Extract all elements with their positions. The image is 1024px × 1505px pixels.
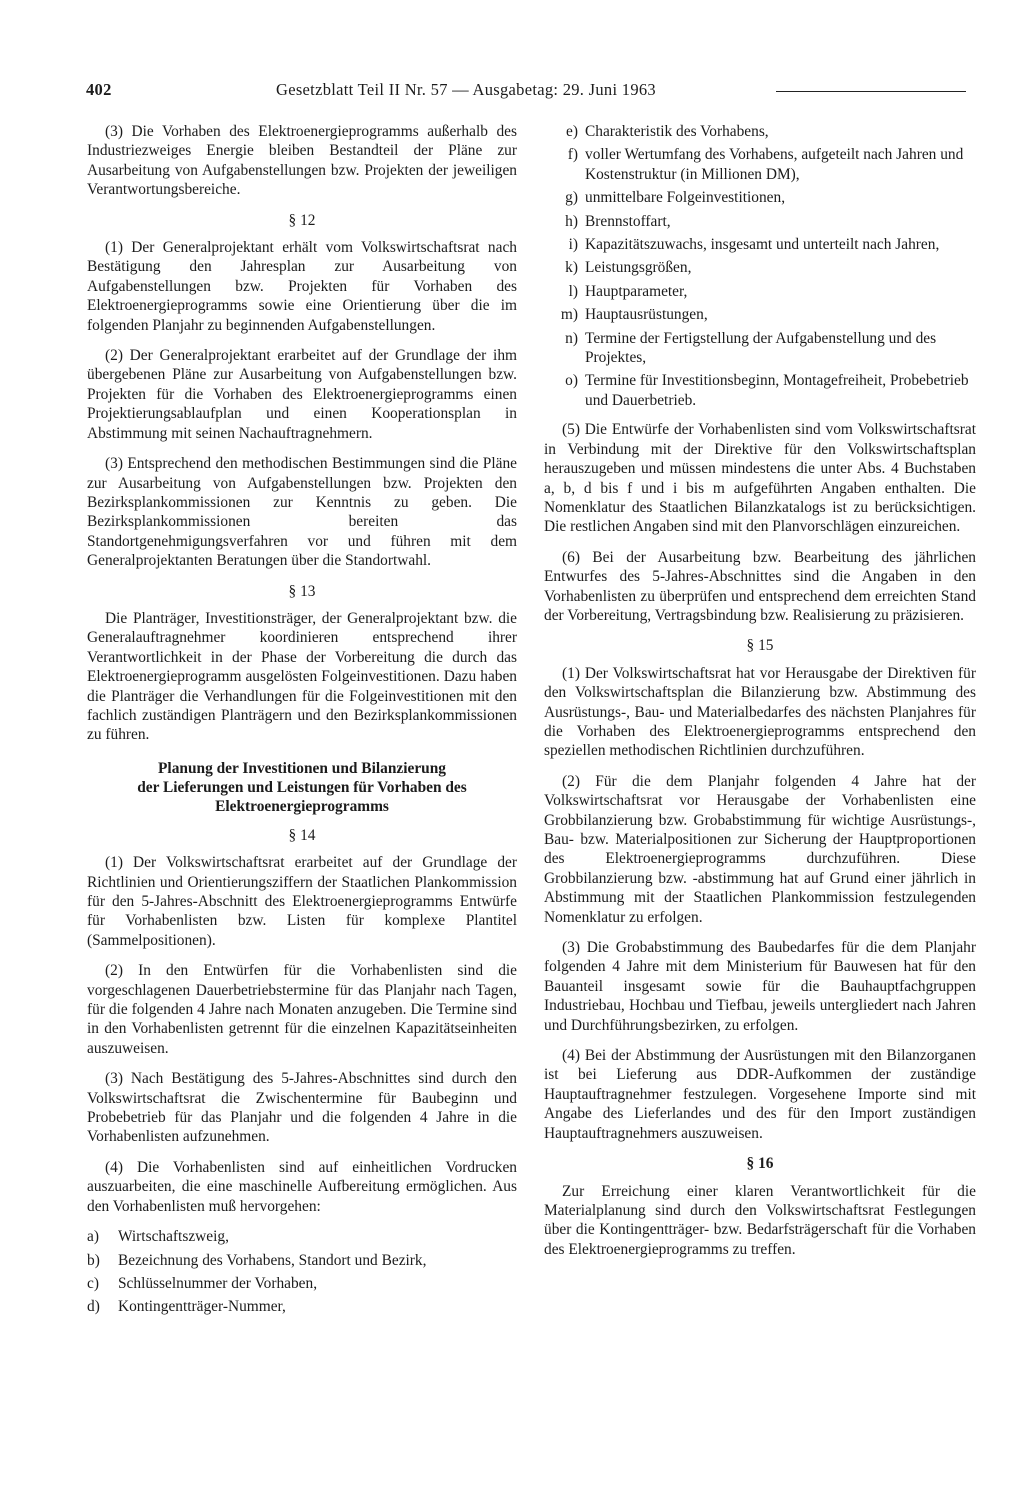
gazette-title: Gesetzblatt Teil II Nr. 57 — Ausgabetag: 29. Juni 1963 <box>276 80 656 99</box>
list-text: Kontingentträger-Nummer, <box>118 1298 286 1316</box>
paragraph: (1) Der Generalprojektant erhält vom Volkswirtschaftsrat nach Bestätigung den Jahresplan zur Ausarbeitung von Aufgabenstellungen bzw. Projekten für Vorhaben des Elektroenergieprogramms sowie eine Orientierung über die im folgenden Planjahr zu beginnenden Aufgabenstellungen. <box>87 239 517 334</box>
chapter-heading-line: Elektroenergieprogramms <box>215 797 389 815</box>
list-item <box>544 122 976 141</box>
list-marker: m) <box>560 306 578 324</box>
paragraph: (4) Die Vorhabenlisten sind auf einheitlichen Vordrucken auszuarbeiten, die eine maschinelle Aufbereitung ermöglichen. Aus den Vorhabenlisten muß hervorgehen: <box>87 1158 517 1215</box>
paragraph: (3) Die Vorhaben des Elektroenergieprogramms außerhalb des Industriezweiges Energie bleiben Bestandteil der Pläne zur Ausarbeitung von Aufgabenstellungen bzw. Projekten der jeweiligen Verantwortungsbereiche. <box>87 123 517 199</box>
list-marker: a) <box>87 1228 99 1246</box>
header-rule <box>776 91 966 92</box>
list-item <box>544 188 976 207</box>
paragraph: Die Planträger, Investitionsträger, der Generalprojektant bzw. die Generalauftragnehmer koordinieren entsprechend ihrer Verantwortlichkeit in der Phase der Vorbereitung die durch das Elektroenergieprogramm ausgelösten Folgeinvestitionen. Dazu haben die Planträger die Verhandlungen für die Folgeinvestitionen mit den fachlich zuständigen Planträgern und den Bezirksplankommissionen zu führen. <box>87 609 517 744</box>
list-text: Schlüsselnummer der Vorhaben, <box>118 1274 318 1292</box>
list-text: Leistungsgrößen, <box>585 259 692 277</box>
paragraph: (3) Die Grobabstimmung des Baubedarfes für die dem Planjahr folgenden 4 Jahre mit dem Ministerium für Bauwesen hat für den Bauanteil insgesamt sowie für die Bauhauptfachgruppen Industriebau, Hochbau und Tiefbau, jeweils untergliedert nach Jahren und Durchführungsbezirken, zu erfolgen. <box>544 939 976 1034</box>
list-text: Brennstoffart, <box>585 212 671 230</box>
list-marker: n) <box>565 329 578 347</box>
list-marker: h) <box>565 212 578 230</box>
paragraph: (4) Bei der Abstimmung der Ausrüstungen mit den Bilanzorganen ist bei Lieferung aus DDR-Aufkommen der zuständige Hauptauftragnehmer festzulegen. Vorgesehene Importe sind mit Angabe des Lieferlandes und des für den Import zuständigen Hauptauftragnehmers auszuweisen. <box>544 1047 976 1142</box>
paragraph: (3) Nach Bestätigung des 5-Jahres-Abschnittes sind durch den Volkswirtschaftsrat die Zwischentermine für Baubeginn und Probebetrieb für das Planjahr und die folgenden 4 Jahre in die Vorhabenlisten aufzunehmen. <box>87 1070 517 1146</box>
paragraph: Zur Erreichung einer klaren Verantwortlichkeit für die Materialplanung sind durch den Volkswirtschaftsrat Festlegungen über die Kontingentträger- bzw. Bedarfsträgerschaft für die Vorhaben des Elektroenergieprogramms zu treffen. <box>544 1182 976 1258</box>
list-text: Wirtschaftszweig, <box>118 1228 229 1246</box>
paragraph: (2) Der Generalprojektant erarbeitet auf der Grundlage der ihm übergebenen Pläne zur Ausarbeitung von Aufgabenstellungen bzw. Projekten für die Vorhaben des Elektroenergieprogramms einen Projektierungsablaufplan und einen Kooperationsplan in Abstimmung mit seinen Nachauftragnehmern. <box>87 347 517 442</box>
list-item <box>87 1227 517 1246</box>
chapter-heading-line: Planung der Investitionen und Bilanzierung <box>158 759 446 777</box>
section-heading: § 14 <box>288 826 316 844</box>
paragraph: (6) Bei der Ausarbeitung bzw. Bearbeitung des jährlichen Entwurfes des 5-Jahres-Abschnittes sind die Angaben in den Vorhabenlisten zu überprüfen und entsprechend dem erreichten Stand der Vorbereitung, Vertragsbindung bzw. Realisierung zu präzisieren. <box>544 548 976 624</box>
list-marker: k) <box>565 259 578 277</box>
list-item <box>87 1297 517 1316</box>
list-item <box>544 282 976 301</box>
right-column <box>544 122 976 1270</box>
list-text: Charakteristik des Vorhabens, <box>585 123 769 140</box>
requirements-list <box>87 1227 517 1317</box>
paragraph: (2) In den Entwürfen für die Vorhabenlisten sind die vorgeschlagenen Dauerbetriebstermine für das Planjahr nach Tagen, für die folgenden 4 Jahre nach Monaten anzugeben. Die Termine sind in den Vorhabenlisten getrennt für die einzelnen Kapazitätseinheiten auszuweisen. <box>87 962 517 1057</box>
section-heading: § 13 <box>288 582 316 600</box>
list-marker: d) <box>87 1298 100 1316</box>
list-marker: i) <box>568 236 578 254</box>
list-text: unmittelbare Folgeinvestitionen, <box>585 189 786 207</box>
list-text: Bezeichnung des Vorhabens, Standort und Bezirk, <box>118 1251 427 1269</box>
requirements-list-continued <box>544 122 976 410</box>
paragraph: (3) Entsprechend den methodischen Bestimmungen sind die Pläne zur Ausarbeitung von Aufgabenstellungen bzw. Projekten den Bezirksplankommissionen zur Kenntnis zu geben. Die Bezirksplankommissionen bereiten das Standortgenehmigungsverfahren vor und führen mit dem Generalprojektanten Beratungen über die Standortwahl. <box>87 455 517 570</box>
list-item <box>544 235 976 254</box>
paragraph: (5) Die Entwürfe der Vorhabenlisten sind vom Volkswirtschaftsrat in Verbindung mit der Direktive für den Volkswirtschaftsplan herauszugeben und müssen mindestens die unter Abs. 4 Buchstaben a, b, d bis f und i bis m aufgeführten Angaben enthalten. Die Nomenklatur des Staatlichen Bilanzkatalogs ist zu berücksichtigen. Die restlichen Angaben sind mit den Planvorschlägen einzureichen. <box>544 421 976 536</box>
list-item <box>87 1274 517 1293</box>
list-marker: g) <box>565 189 578 207</box>
list-text: Kapazitätszuwachs, insgesamt und unterteilt nach Jahren, <box>585 236 940 254</box>
list-marker: l) <box>568 282 578 300</box>
list-item <box>544 212 976 231</box>
paragraph: (2) Für die dem Planjahr folgenden 4 Jahre hat der Volkswirtschaftsrat vor Herausgabe der Vorhabenlisten eine Grobbilanzierung bzw. Grobabstimmung für wichtige Ausrüstungs-, Bau- bzw. Materialpositionen zur Sicherung der Hauptproportionen des Elektroenergieprogramms durchzuführen. Diese Grobbilanzierung bzw. -abstimmung hat auf Grund einer jährlich in Abstimmung mit der Staatlichen Plankommission festzulegenden Nomenklatur zu erfolgen. <box>544 772 976 926</box>
list-marker: b) <box>87 1251 100 1269</box>
list-item <box>544 258 976 277</box>
list-item <box>544 329 976 368</box>
list-marker: f) <box>567 146 578 164</box>
list-marker: e) <box>566 123 578 140</box>
section-heading: § 12 <box>288 211 316 229</box>
chapter-heading <box>87 759 517 816</box>
list-item <box>87 1251 517 1270</box>
list-text: Hauptausrüstungen, <box>585 306 708 324</box>
list-marker: c) <box>87 1274 99 1292</box>
list-marker: o) <box>565 372 578 390</box>
list-item <box>544 371 976 410</box>
paragraph: (1) Der Volkswirtschaftsrat erarbeitet auf der Grundlage der Richtlinien und Orientierungsziffern der Staatlichen Plankommission für den 5-Jahres-Abschnitt des Elektroenergieprogramms Entwürfe für Vorhabenlisten bzw. Listen für komplexe Plantitel (Sammelpositionen). <box>87 854 517 949</box>
list-item <box>544 305 976 324</box>
page-number: 402 <box>86 80 112 99</box>
paragraph: (1) Der Volkswirtschaftsrat hat vor Herausgabe der Direktiven für den Volkswirtschaftsplan die Bilanzierung bzw. Abstimmung des Ausrüstungs-, Bau- und Materialbedarfes des nächsten Planjahres für die Vorhaben des Elektroenergieprogramms entsprechend den speziellen methodischen Richtlinien durchzuführen. <box>544 664 976 760</box>
list-text: voller Wertumfang des Vorhabens, aufgeteilt nach Jahren und Kostenstruktur (in Millionen DM), <box>585 146 964 183</box>
list-item <box>544 145 976 184</box>
page-header <box>86 74 966 108</box>
list-text: Termine der Fertigstellung der Aufgabenstellung und des Projektes, <box>585 329 937 367</box>
list-text: Hauptparameter, <box>585 282 688 300</box>
chapter-heading-line: der Lieferungen und Leistungen für Vorhaben des <box>137 778 467 796</box>
left-column <box>87 122 517 1327</box>
list-text: Termine für Investitionsbeginn, Montagefreiheit, Probebetrieb und Dauerbetrieb. <box>585 372 969 409</box>
section-heading: § 16 <box>746 1155 774 1173</box>
section-heading: § 15 <box>746 637 774 655</box>
